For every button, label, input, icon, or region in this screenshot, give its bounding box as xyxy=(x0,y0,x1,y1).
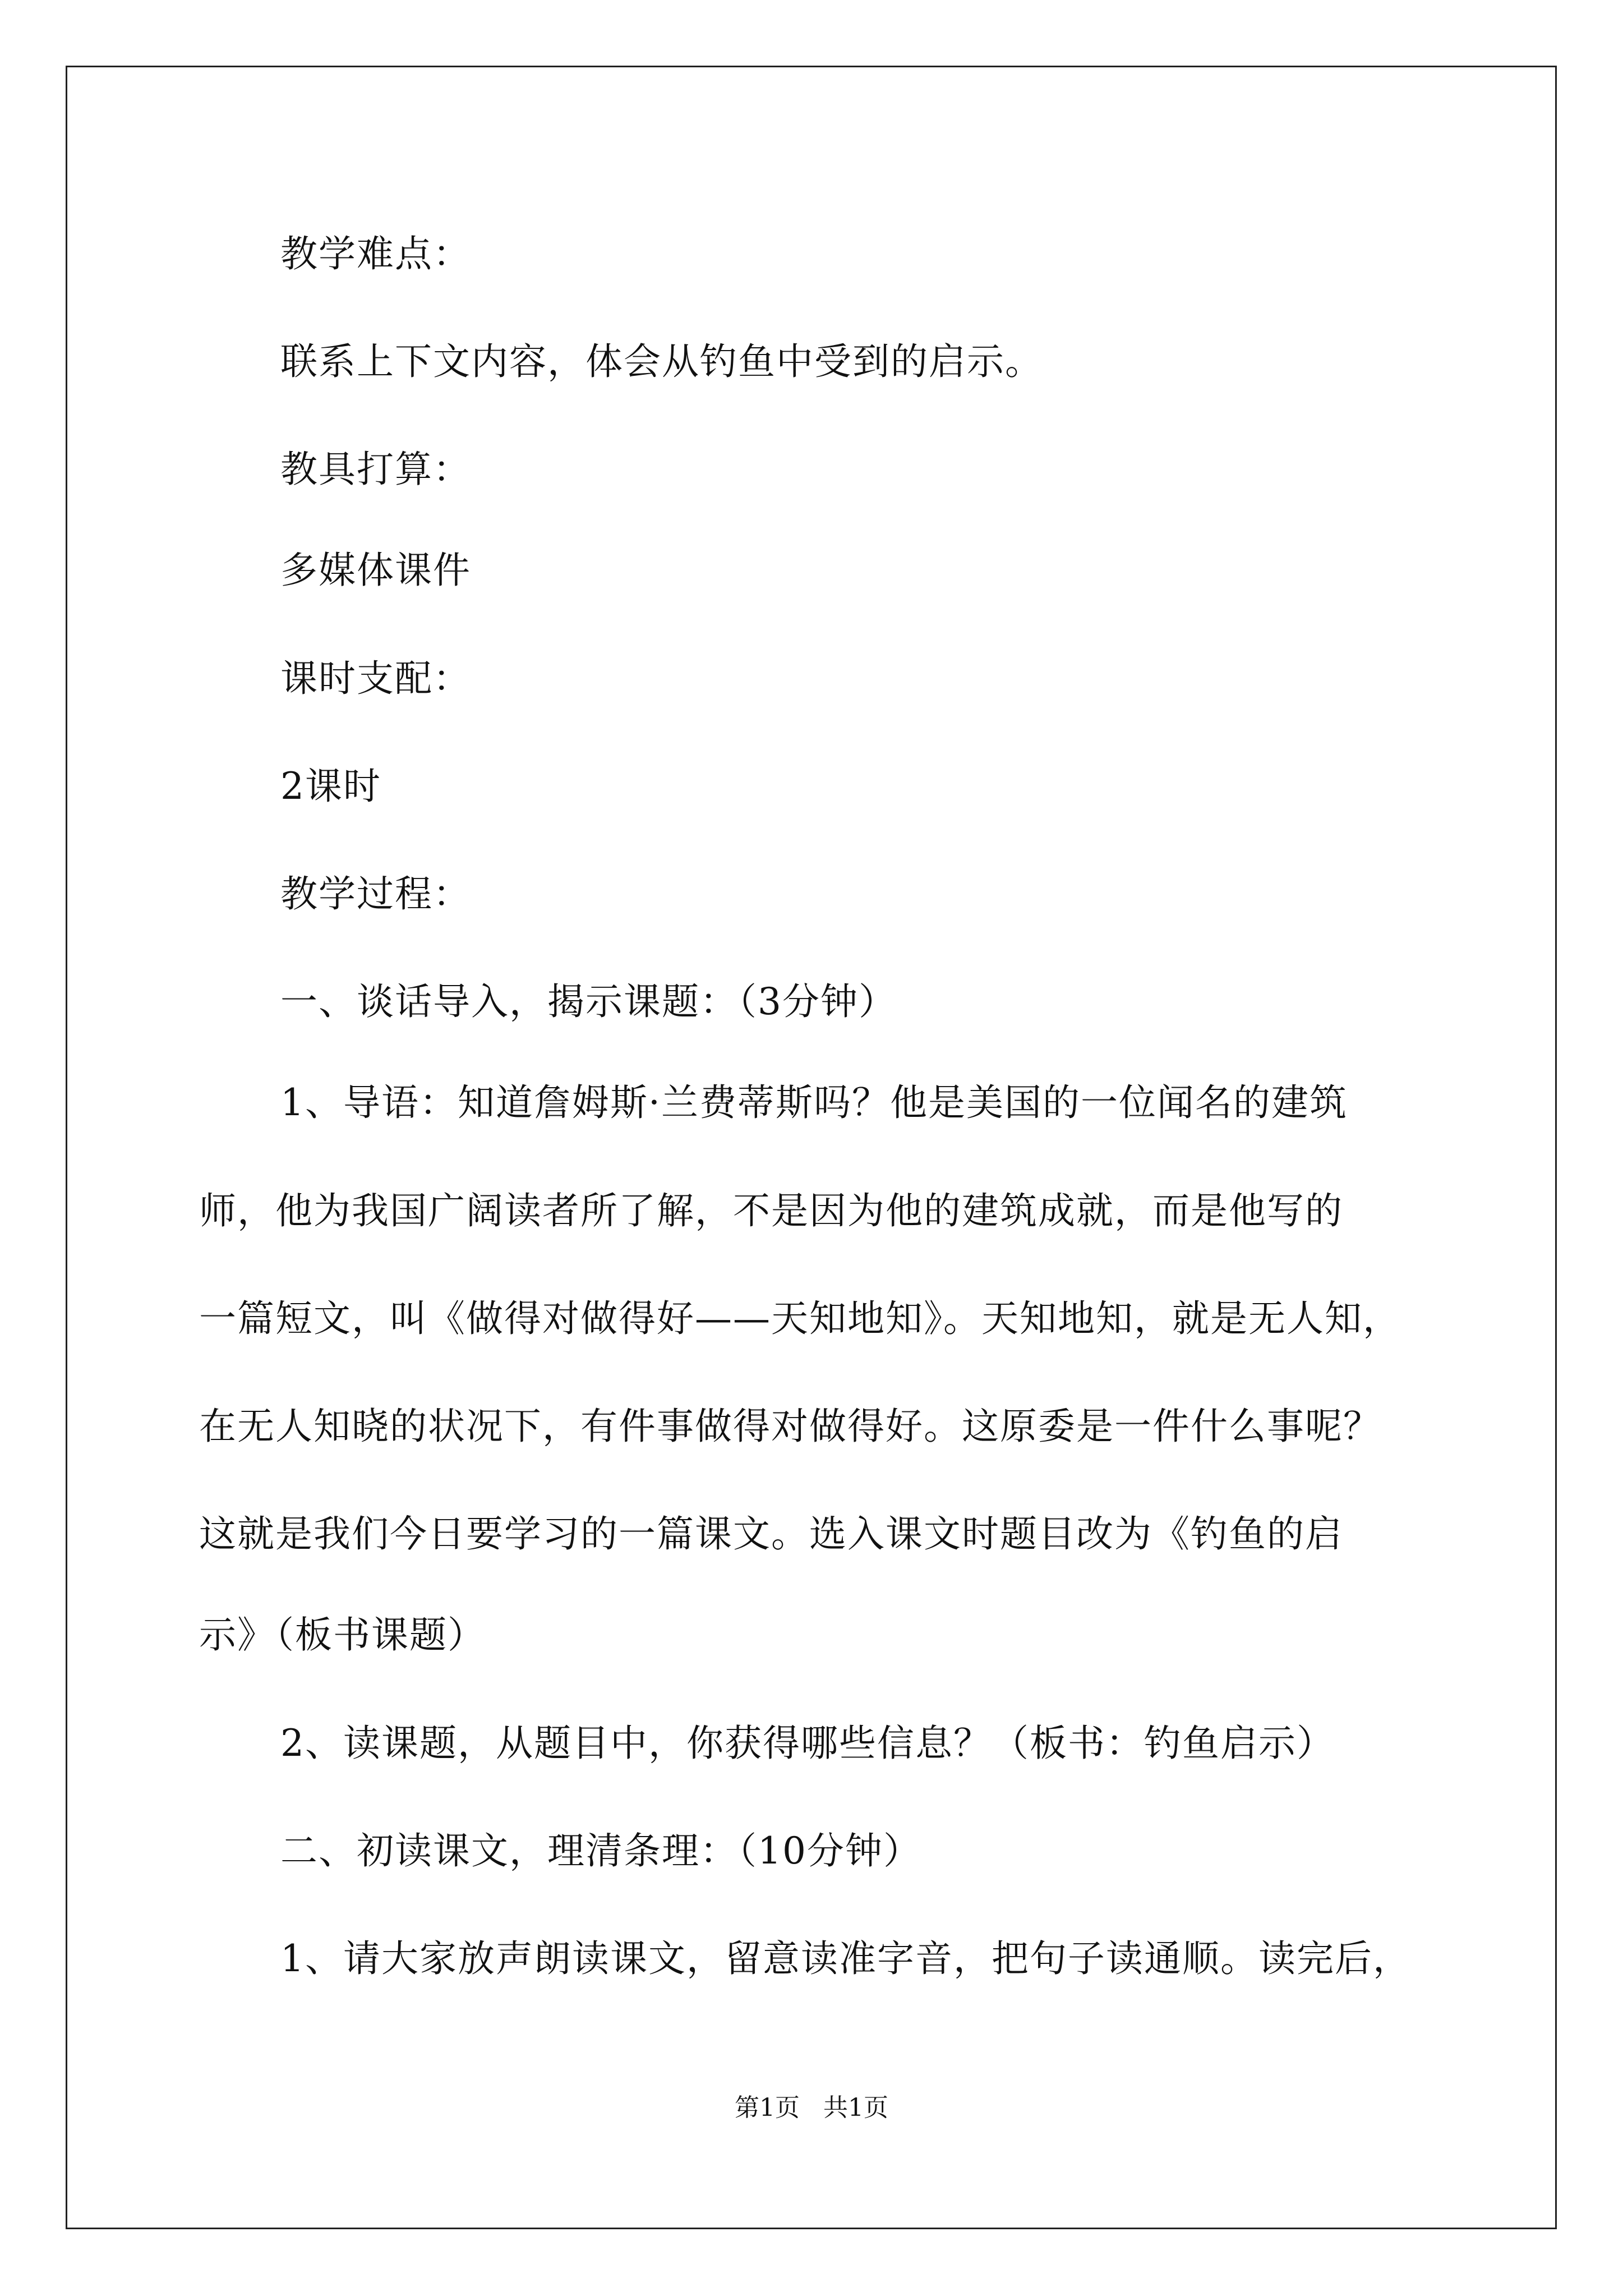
paragraph-line: 多媒体课件 xyxy=(280,549,471,592)
page-footer: 第1页 共1页 xyxy=(735,2093,888,2122)
section-heading-one: 一、谈话导入，揭示课题：（3分钟） xyxy=(280,980,897,1023)
paragraph-line: 这就是我们今日要学习的一篇课文。选入课文时题目改为《钓鱼的启 xyxy=(199,1512,1343,1556)
paragraph-line: 在无人知晓的状况下，有件事做得对做得好。这原委是一件什么事呢？ xyxy=(199,1405,1381,1448)
heading-teaching-difficulty: 教学难点： xyxy=(280,232,471,275)
paragraph-line: 2、读课题，从题目中，你获得哪些信息？（板书：钓鱼启示） xyxy=(280,1722,1335,1765)
heading-teaching-aids: 教具打算： xyxy=(280,448,471,491)
heading-teaching-process: 教学过程： xyxy=(280,872,471,915)
heading-class-schedule: 课时支配： xyxy=(280,657,471,700)
page-border xyxy=(66,66,1557,2229)
paragraph-line: 联系上下文内容，体会从钓鱼中受到的启示。 xyxy=(280,340,1043,383)
section-heading-two: 二、初读课文，理清条理：（10分钟） xyxy=(280,1829,921,1872)
paragraph-line: 2课时 xyxy=(280,765,381,808)
paragraph-line: 一篇短文，叫《做得对做得好——天知地知》。天知地知，就是无人知， xyxy=(199,1297,1401,1340)
paragraph-line: 示》（板书课题） xyxy=(199,1613,486,1657)
paragraph-line: 1、导语：知道詹姆斯·兰费蒂斯吗？他是美国的一位闻名的建筑 xyxy=(280,1081,1348,1124)
paragraph-line: 师，他为我国广阔读者所了解，不是因为他的建筑成就，而是他写的 xyxy=(199,1189,1343,1232)
paragraph-line: 1、请大家放声朗读课文，留意读准字音，把句子读通顺。读完后， xyxy=(280,1937,1411,1980)
